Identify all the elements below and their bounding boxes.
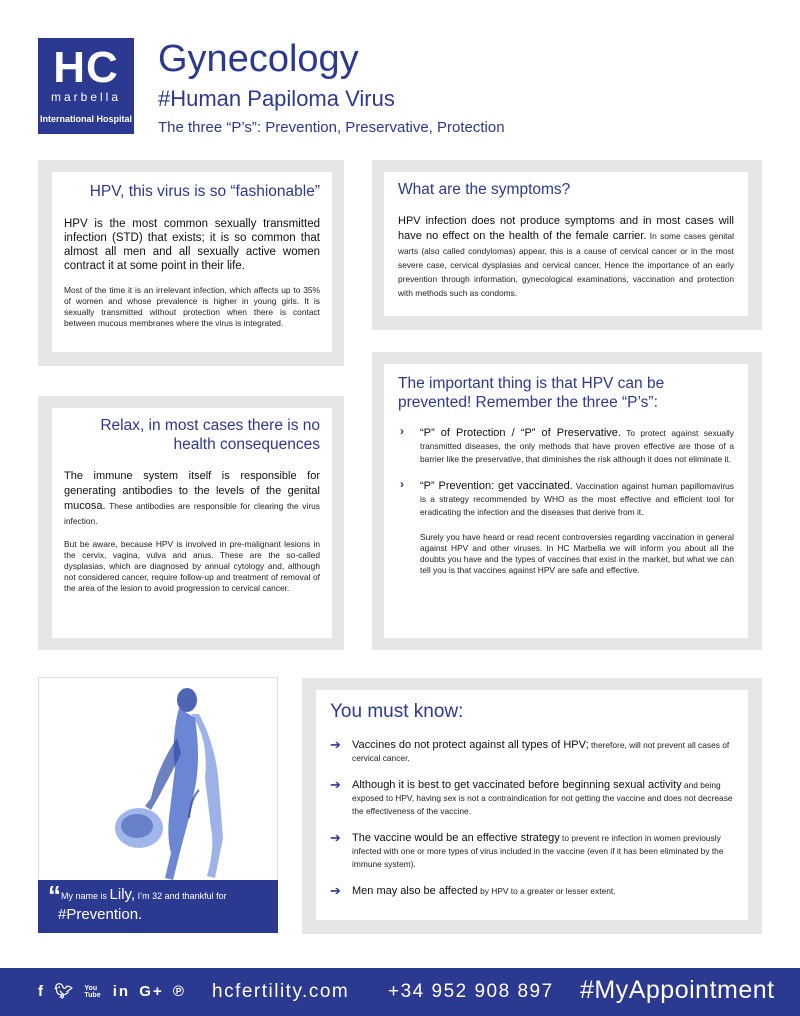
know-item-lead: Men may also be affected [352,885,478,897]
symptoms-lead: HPV infection does not produce symptoms and in most cases will have no effect on the health of the female carrier. [398,215,734,242]
relax-lead-rest: These antibodies are responsible for clearing the virus infection. [64,501,320,526]
know-item-lead: Vaccines do not protect against all types of HPV; [352,739,589,751]
symptoms-body: In some cases genital warts (also called condylomas) appear, this is a cause of cervical cancer or in the most severe case, cervical dysplasias and cervical cancer, Hence the importance of an early prevention through information, gynecological examinations, vaccination and protection with methods such as condoms. [398,231,734,298]
prevent-bullet-vaccination [398,479,734,518]
know-heading: You must know: [330,701,464,722]
prevent-bullet1-lead: “P” of Protection / “P” of Preservative. [420,427,621,439]
chevron-right-icon: › [400,424,404,438]
twitter-icon[interactable]: 🐦︎ [54,983,76,1000]
pinterest-icon[interactable]: ℗ [172,983,186,1000]
prevent-card [384,364,748,638]
know-item-body: therefore, will not prevent all cases of cervical cancer. [352,740,730,763]
arrow-right-icon: ➔ [330,737,341,752]
quote-tag: #Prevention. [58,906,143,923]
logo-intl: International Hospital [39,114,132,124]
know-item-body: by HPV to a greater or lesser extent. [477,886,616,896]
quote-line [48,880,268,910]
know-item [330,831,734,870]
arrow-right-icon: ➔ [330,777,341,792]
youtube-text-bottom: Tube [84,992,101,1000]
logo-marbella: marbella [50,90,122,104]
prevent-bullet2-lead: “P” Prevention: get vaccinated. [420,480,573,492]
woman-watercolor-figure [39,678,278,888]
page-title: Gynecology [158,38,359,80]
symptoms-card [384,172,748,316]
relax-body: But be aware, because HPV is involved in pre-malignant lesions in the cervix, vagina, vulva and anus. These are the so-called dysplasias, which are diagnosed by annual cytology and, although not considered cancer, require follow-up and treatment of removal of the area of the lesion to avoid progression to cervical cancer. [64,539,320,593]
relax-card [52,408,332,638]
fashion-lead: HPV is the most common sexually transmitted infection (STD) that exists; it is so common that almost all men and all sexually active women contract it at some point in their life. [64,218,320,272]
google-plus-icon[interactable]: G+ [139,983,164,1000]
symptoms-para [398,213,734,299]
footer-bar [0,968,800,1016]
page-subtitle: #Human Papiloma Virus [158,86,395,111]
hc-logo [38,38,134,134]
prevent-bullet1-body: To protect against sexually transmitted diseases, the only methods that have proven effective are those of a barrier like the preservative, that diminishes the risk although it does not eliminate it. [420,428,734,464]
logo-hc: HC [53,43,119,92]
know-item-lead: The vaccine would be an effective strategy [352,832,560,844]
know-item-lead: Although it is best to get vaccinated before beginning sexual activity [352,779,682,791]
arrow-right-icon: ➔ [330,830,341,845]
phone-number[interactable]: +34 952 908 897 [388,981,554,1002]
linkedin-icon[interactable]: in [112,983,131,1000]
fashion-body: Most of the time it is an irrelevant infection, which affects up to 35% of women and whose prevalence is higher in young girls. It is sexually transmitted without protection when there is contact between mucous membranes where the virus is integrated. [64,285,320,328]
prevent-list [398,426,734,518]
know-item-body: to prevent re infection in women previously infected with one or more types of virus included in the vaccine (even if it has been eliminated by the immune system). [352,833,724,869]
fashion-card [52,172,332,352]
youtube-text-top: You [84,985,98,993]
testimonial-quote [38,880,278,933]
know-item-body: and being exposed to HPV, having sex is not a contraindication for not getting the vaccine and does not decrease the effectiveness of the vaccine. [352,780,733,816]
relax-lead-para [64,468,320,527]
prevent-heading: The important thing is that HPV can be prevented! Remember the three “P’s”: [398,375,665,411]
relax-lead: The immune system itself is responsible for generating antibodies to the levels of the genital mucosa. [64,470,320,512]
symptoms-heading: What are the symptoms? [398,181,571,198]
know-item [330,778,734,817]
quote-pre: My name is [61,891,110,901]
know-item [330,884,734,897]
quote-name: Lily, [109,886,136,903]
chevron-right-icon: › [400,477,404,491]
know-list [330,738,734,897]
youtube-icon[interactable] [84,985,103,999]
social-links [38,982,189,1000]
fashion-heading: HPV, this virus is so “fashionable” [89,183,320,200]
prevent-bullet2-body: Vaccination against human papillomavirus is a strategy recommended by WHO as the most effective and efficient tool for eradicating the infection and the diseases that derive from it. [420,481,734,517]
relax-heading: Relax, in most cases there is no health consequences [100,417,320,453]
know-card [316,690,748,920]
facebook-icon[interactable]: f [38,983,45,1000]
quote-post: I’m 32 and thankful for [135,891,227,901]
know-item [330,738,734,764]
prevent-closing: Surely you have heard or read recent controversies regarding vaccination in general against HPV and other viruses. In HC Marbella we will inform you about all the doubts you have and the types of vaccines that exist in the market, but what we can tell you is that vaccines against HPV are safe and effective. [420,532,734,575]
prevent-bullet-protection [398,426,734,465]
arrow-right-icon: ➔ [330,883,341,898]
website-link[interactable]: hcfertility.com [212,981,350,1002]
quote-mark-icon: “ [48,880,61,910]
page-tagline: The three “P’s”: Prevention, Preservative, Protection [158,119,505,136]
appointment-hashtag[interactable]: #MyAppointment [580,976,775,1004]
